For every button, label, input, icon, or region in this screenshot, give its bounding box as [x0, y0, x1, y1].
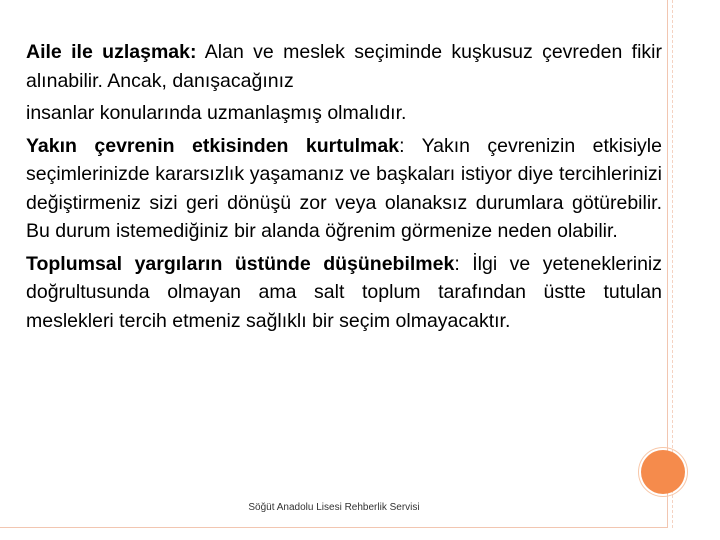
paragraph-social-judgments-text: : İlgi ve yetenekleriniz doğrultusunda olmayan ama salt toplum tarafından üstte tutulan meslekleri tercih etmeniz sağlıklı bir seçim olmayacaktır.	[26, 252, 662, 332]
term-close-circle: Yakın çevrenin etkisinden kurtulmak	[26, 134, 400, 157]
paragraph-close-circle-text: : Yakın çevrenizin etkisiyle seçimlerinizde kararsızlık yaşamanız ve başkaları istiyor diye tercihlerinizi değiştirmeniz sizi geri dönüşü zor veya olanaksız durumlara götürebilir. Bu durum istemediğiniz bir alanda öğrenim görmenize neden olabilir.	[26, 134, 662, 242]
paragraph-social-judgments	[26, 250, 662, 336]
paragraph-experts-text: insanlar konularında uzmanlaşmış olmalıdır.	[26, 102, 407, 124]
paragraph-experts	[26, 99, 662, 128]
term-social-judgments: Toplumsal yargıların üstünde düşünebilmek	[26, 252, 455, 275]
footer-text: Söğüt Anadolu Lisesi Rehberlik Servisi	[248, 502, 420, 513]
decorative-circle	[641, 450, 685, 494]
paragraph-family-agreement	[26, 38, 662, 95]
slide-content	[26, 38, 662, 335]
paragraph-close-circle	[26, 132, 662, 246]
paragraph-family-agreement-text: Alan ve meslek seçiminde kuşkusuz çevreden fikir alınabilir. Ancak, danışacağınız	[26, 41, 662, 92]
term-family-agreement: Aile ile uzlaşmak:	[26, 41, 197, 63]
